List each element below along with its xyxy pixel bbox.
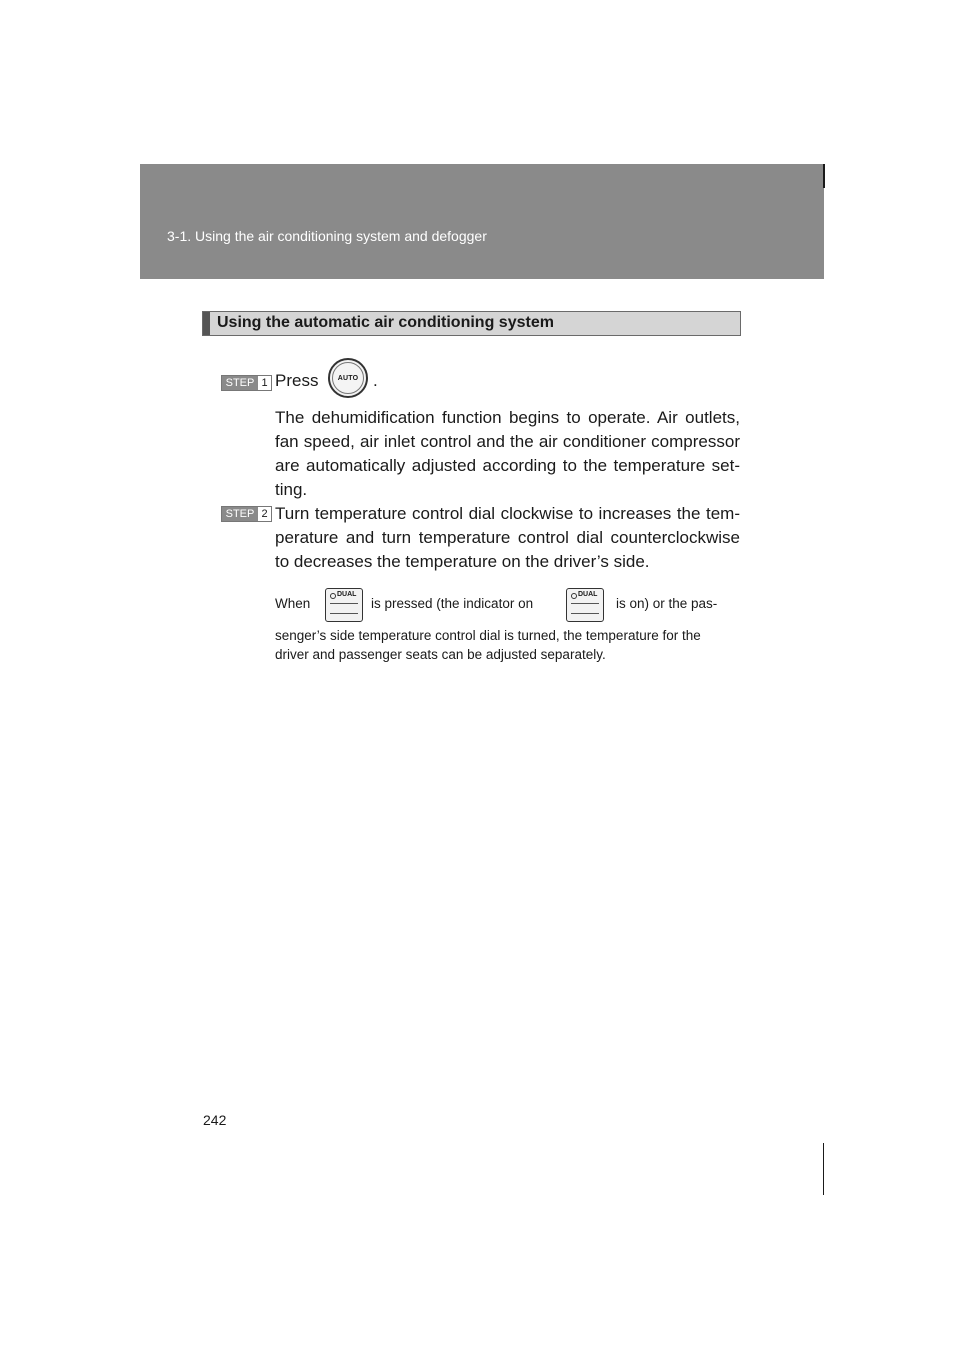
dual-indicator-icon	[330, 593, 336, 599]
heading-accent-bar	[203, 312, 210, 335]
step-1-badge	[221, 375, 272, 391]
dual-button-label: DUAL	[337, 591, 357, 598]
page-number: 242	[203, 1112, 227, 1128]
dual-button-line	[571, 613, 599, 614]
note-part-3: is on) or the pas-	[616, 596, 718, 611]
note-part-2: is pressed (the indicator on	[371, 596, 534, 611]
note-part-1: When	[275, 596, 311, 611]
step-number: 2	[261, 508, 268, 520]
step-label: STEP	[222, 507, 258, 521]
dual-indicator-icon	[571, 593, 577, 599]
section-heading-text: Using the automatic air conditioning system	[217, 314, 554, 331]
dual-button-icon	[566, 588, 604, 622]
note-continuation: senger’s side temperature control dial is turned, the temperature for the driver and passenger seats can be adjusted separately.	[275, 628, 701, 662]
dual-button-icon	[325, 588, 363, 622]
step-number: 1	[261, 377, 268, 389]
dual-button-label: DUAL	[578, 591, 598, 598]
chapter-title: 3-1. Using the air conditioning system and defogger	[167, 228, 487, 244]
step-2-text: Turn temperature control dial clockwise to increases the tem-perature and turn temperature control dial counterclockwise to decreases the temperature on the driver’s side.	[275, 504, 740, 571]
section-heading	[202, 311, 741, 336]
step-1-press-text: Press	[275, 371, 319, 390]
step-1-description: The dehumidification function begins to operate. Air outlets, fan speed, air inlet control and the air conditioner compressor are automatically adjusted according to the temperature set-ting.	[275, 408, 740, 499]
step-label: STEP	[222, 376, 258, 390]
dual-button-line	[330, 613, 358, 614]
chapter-header-band	[140, 164, 824, 279]
auto-button-icon	[328, 358, 368, 398]
dual-button-line	[330, 603, 358, 604]
dual-button-line	[571, 603, 599, 604]
step-2-badge	[221, 506, 272, 522]
auto-button-label: AUTO	[332, 362, 364, 394]
step-1-period: .	[373, 371, 378, 390]
side-rule	[823, 1143, 824, 1195]
corner-mark	[823, 164, 825, 188]
